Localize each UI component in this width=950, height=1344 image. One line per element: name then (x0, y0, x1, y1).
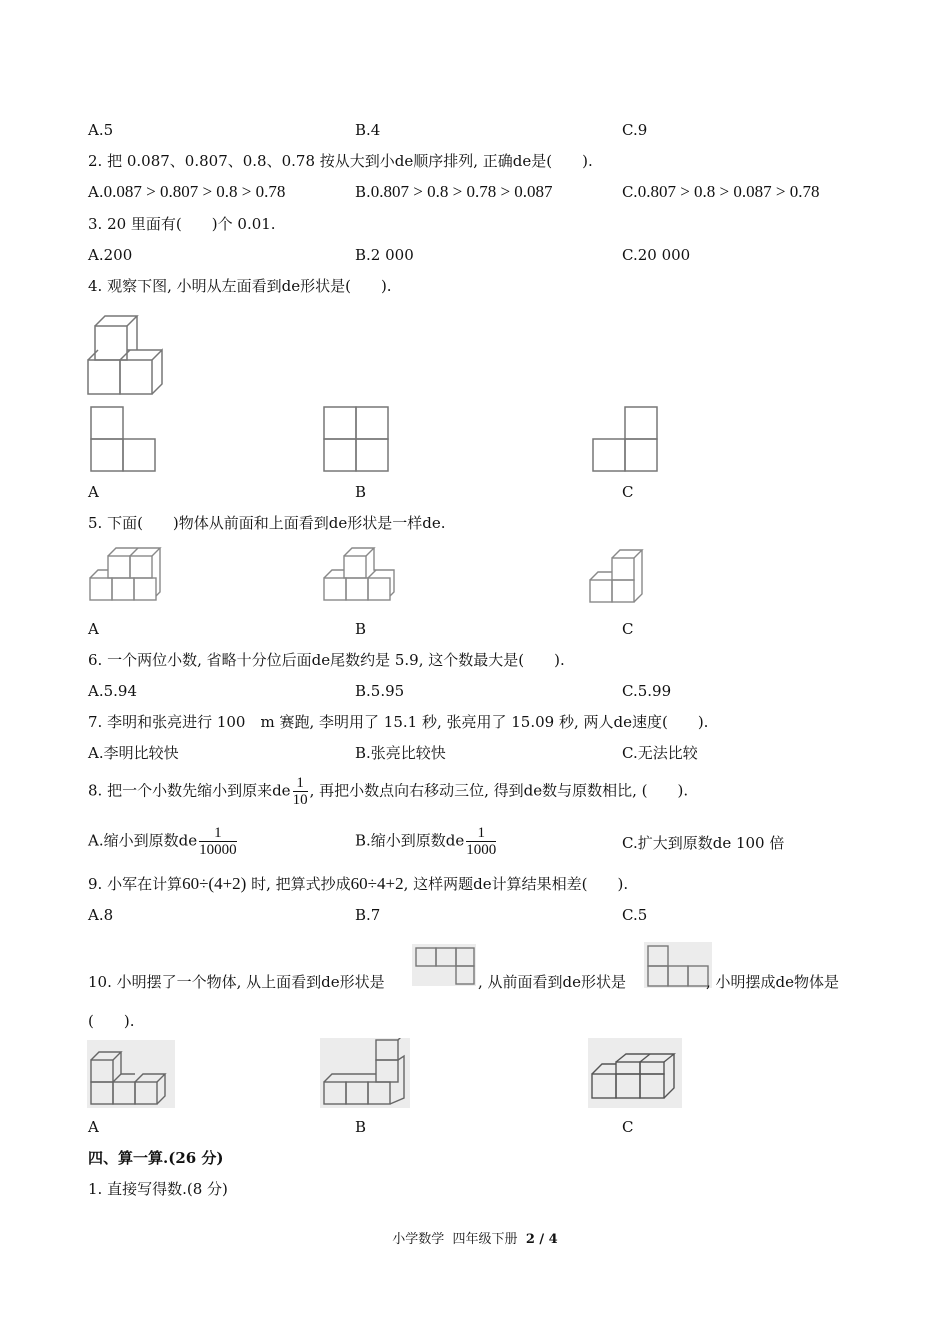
footer-subject: 小学数学 (392, 1232, 445, 1247)
q10-label-c: C (622, 1118, 634, 1136)
q7-option-b: B.张亮比较快 (355, 744, 446, 762)
q3-question: 3. 20 里面有( )个 0.01. (88, 215, 276, 233)
q10-option-a-figure (87, 1040, 175, 1108)
q10-text-3: , 小明摆成de物体是 (706, 973, 840, 991)
footer-page-number: 2 / 4 (525, 1232, 558, 1247)
q3-option-b: B.2 000 (355, 246, 414, 264)
q4-question: 4. 观察下图, 小明从左面看到de形状是( ). (88, 277, 392, 295)
q9-option-b: B.7 (355, 906, 381, 924)
section-sub-question: 1. 直接写得数.(8 分) (88, 1180, 228, 1198)
q10-text-1: 10. 小明摆了一个物体, 从上面看到de形状是 (88, 973, 385, 991)
q7-question: 7. 李明和张亮进行 100 m 赛跑, 李明用了 15.1 秒, 张亮用了 15.09 秒, 两人de速度( ). (88, 713, 709, 731)
q9-option-a: A.8 (88, 906, 114, 924)
q8-option-b: B.缩小到原数de $\frac{1}{1000}$ (355, 825, 497, 858)
q5-option-a-figure (88, 546, 164, 602)
q6-question: 6. 一个两位小数, 省略十分位后面de尾数约是 5.9, 这个数最大是( ). (88, 651, 565, 669)
q10-text-line2: ( ). (88, 1012, 135, 1030)
q8-option-a: A.缩小到原数de $\frac{1}{10000}$ (88, 825, 237, 858)
page-footer (0, 1228, 950, 1247)
q2-option-b: B.0.807 > 0.8 > 0.78 > 0.087 (355, 182, 553, 201)
q10-front-view-figure (644, 942, 712, 988)
q3-option-a: A.200 (88, 246, 133, 264)
q6-option-c: C.5.99 (622, 682, 672, 700)
q7-option-c: C.无法比较 (622, 744, 698, 762)
q6-option-b: B.5.95 (355, 682, 405, 700)
q4-label-b: B (355, 483, 367, 501)
q5-question: 5. 下面( )物体从前面和上面看到de形状是一样de. (88, 514, 446, 532)
q4-option-c-figure (590, 405, 660, 473)
q4-label-a: A (88, 483, 99, 501)
q7-option-a: A.李明比较快 (88, 744, 179, 762)
q5-label-a: A (88, 620, 99, 638)
footer-grade: 四年级下册 (452, 1232, 518, 1247)
q4-option-b-figure (322, 405, 390, 473)
q4-cube-figure (86, 308, 176, 396)
q2-question: 2. 把 0.087、0.807、0.8、0.78 按从大到小de顺序排列, 正确de是( ). (88, 152, 593, 170)
q5-label-b: B (355, 620, 367, 638)
q5-option-b-figure (322, 546, 396, 602)
q5-option-c-figure (588, 546, 648, 604)
q8-question: 8. 把一个小数先缩小到原来de $\frac{1}{10}$ , 再把小数点向右移动三位, 得到de数与原数相比, ( ). (88, 775, 689, 808)
q4-label-c: C (622, 483, 634, 501)
q8-fraction: $\frac{1}{10}$ (292, 775, 308, 808)
q9-question: 9. 小军在计算60÷(4+2) 时, 把算式抄成60÷4+2, 这样两题de计算结果相差( ). (88, 874, 629, 893)
q5-label-c: C (622, 620, 634, 638)
section-heading: 四、算一算.(26 分) (88, 1149, 224, 1167)
q10-option-b-figure (320, 1038, 410, 1108)
q10-label-a: A (88, 1118, 99, 1136)
q6-option-a: A.5.94 (88, 682, 137, 700)
q1-option-b: B.4 (355, 121, 381, 139)
q10-label-b: B (355, 1118, 367, 1136)
q10-text-2: , 从前面看到de形状是 (478, 973, 627, 991)
q10-option-c-figure (588, 1038, 682, 1108)
q8-option-c: C.扩大到原数de 100 倍 (622, 834, 785, 852)
q2-option-a: A.0.087 > 0.807 > 0.8 > 0.78 (88, 182, 286, 201)
q3-option-c: C.20 000 (622, 246, 691, 264)
q1-option-c: C.9 (622, 121, 648, 139)
q1-option-a: A.5 (88, 121, 114, 139)
q9-option-c: C.5 (622, 906, 648, 924)
q4-option-a-figure (88, 405, 158, 473)
q10-top-view-figure (412, 944, 476, 986)
q2-option-c: C.0.807 > 0.8 > 0.087 > 0.78 (622, 182, 820, 201)
